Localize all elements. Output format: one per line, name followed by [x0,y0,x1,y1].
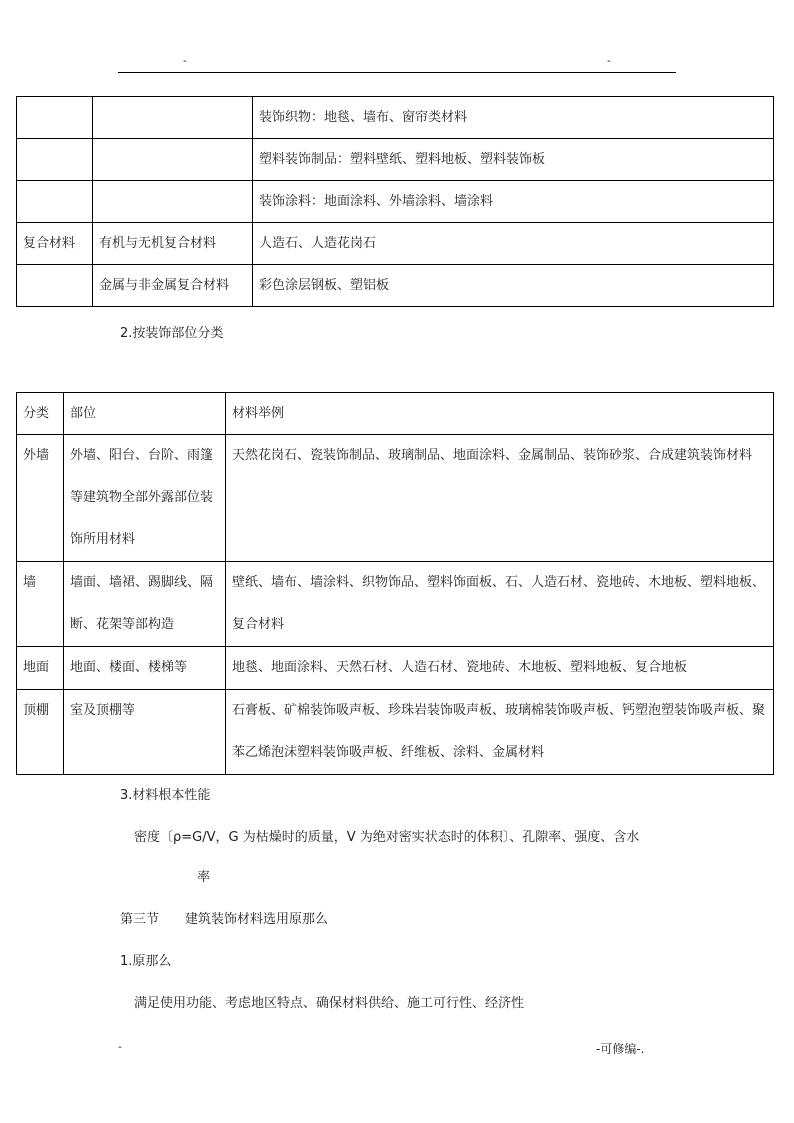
table-cell: 墙 [17,562,64,647]
section-2-title: 2.按装饰部位分类 [120,326,224,341]
table-cell [93,139,253,181]
table-cell [17,181,93,223]
table-cell [17,97,93,139]
table-cell [93,97,253,139]
table-cell: 地毯、地面涂料、天然石材、人造石材、瓷地砖、木地板、塑料地板、复合地板 [226,647,774,690]
table-row [17,647,774,690]
section-3-body: 密度〔ρ=G/V，G 为枯燥时的质量，V 为绝对密实状态时的体积〕、孔隙率、强度、含水 [134,830,640,845]
decoration-location-table [16,392,774,775]
table-cell: 墙面、墙裙、踢脚线、隔断、花架等部构造 [64,562,226,647]
table-cell [93,181,253,223]
section-heading: 第三节 建筑装饰材料选用原那么 [120,912,329,927]
table-row [17,181,774,223]
column-header: 分类 [17,393,64,435]
subsection-1-title: 1.原那么 [120,954,172,969]
table-cell: 外墙 [17,435,64,562]
header-right-mark: - [607,54,611,67]
footer-editable-note: -可修编-. [596,1042,645,1056]
table-cell: 石膏板、矿棉装饰吸声板、珍珠岩装饰吸声板、玻璃棉装饰吸声板、钙塑泡塑装饰吸声板、聚苯乙烯泡沫塑料装饰吸声板、纤维板、涂料、金属材料 [226,690,774,775]
table-cell: 塑料装饰制品：塑料壁纸、塑料地板、塑料装饰板 [253,139,774,181]
table-row [17,265,774,307]
table-cell: 外墙、阳台、台阶、雨篷等建筑物全部外露部位装饰所用材料 [64,435,226,562]
table-row [17,139,774,181]
table-cell: 彩色涂层钢板、塑铝板 [253,265,774,307]
table-row [17,562,774,647]
footer-left-mark: - [118,1040,122,1053]
table-cell: 壁纸、墙布、墙涂料、织物饰品、塑料饰面板、石、人造石材、瓷地砖、木地板、塑料地板、复合材料 [226,562,774,647]
table-row [17,97,774,139]
table-cell: 人造石、人造花岗石 [253,223,774,265]
table-cell: 室及顶棚等 [64,690,226,775]
table-cell: 顶棚 [17,690,64,775]
table-cell: 装饰涂料：地面涂料、外墙涂料、墙涂料 [253,181,774,223]
subsection-1-body: 满足使用功能、考虑地区特点、确保材料供给、施工可行性、经济性 [134,996,525,1011]
table-cell: 天然花岗石、瓷装饰制品、玻璃制品、地面涂料、金属制品、装饰砂浆、合成建筑装饰材料 [226,435,774,562]
table-cell [17,139,93,181]
table-cell: 地面 [17,647,64,690]
table-row [17,435,774,562]
table-cell: 有机与无机复合材料 [93,223,253,265]
table-row [17,223,774,265]
table-cell: 金属与非金属复合材料 [93,265,253,307]
table-cell: 装饰织物：地毯、墙布、窗帘类材料 [253,97,774,139]
table-cell [17,265,93,307]
material-category-table [16,96,774,307]
section-3-title: 3.材料根本性能 [120,788,211,803]
column-header: 部位 [64,393,226,435]
header-rule [118,72,676,73]
table-row [17,690,774,775]
table-cell: 复合材料 [17,223,93,265]
header-left-mark: - [183,54,187,67]
column-header: 材料举例 [226,393,774,435]
section-3-body-continuation: 率 [197,870,211,885]
table-cell: 地面、楼面、楼梯等 [64,647,226,690]
table-header-row [17,393,774,435]
